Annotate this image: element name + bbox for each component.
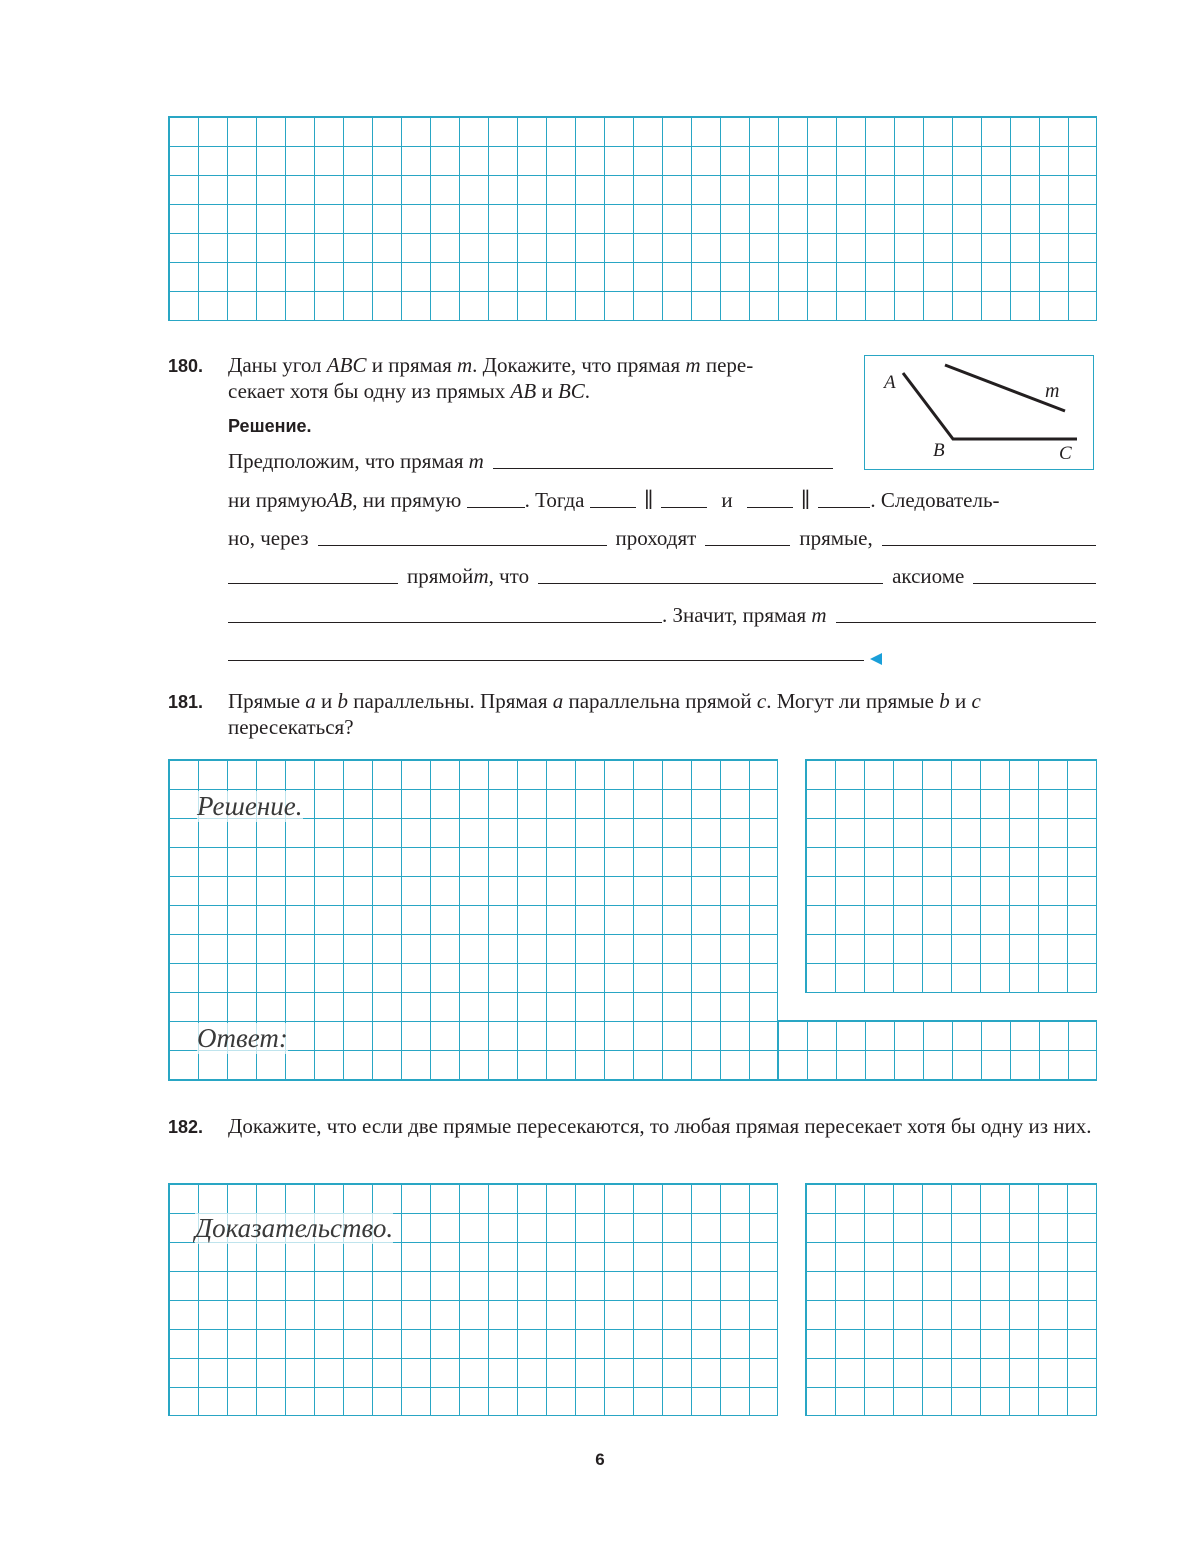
blank-1[interactable]: [493, 468, 833, 469]
blank-2[interactable]: [467, 507, 525, 508]
fill-line-4: прямой m , что аксиоме: [228, 561, 1096, 589]
top-grid-area[interactable]: [168, 116, 1097, 321]
problem-180-text: Даны угол ABC и прямая m. Докажите, что прямая m пере- секает хотя бы одну из прямых AB и BC.: [228, 353, 754, 403]
problem-180-figure: [864, 355, 1094, 470]
problem-181-right-upper-grid[interactable]: [805, 759, 1097, 993]
blank-12[interactable]: [973, 583, 1096, 584]
end-of-solution-marker: [870, 653, 882, 665]
fill-line-3: но, через проходят прямые,: [228, 523, 1096, 551]
blank-3[interactable]: [590, 507, 636, 508]
blank-5[interactable]: [747, 507, 793, 508]
fill-line-2: ни прямую AB , ни прямую . Тогда ∥ и ∥ . Следователь-: [228, 488, 1000, 512]
problem-182-number: 182.: [168, 1117, 204, 1137]
blank-13[interactable]: [228, 622, 662, 623]
fill-line-6: [228, 638, 1096, 666]
problem-182-right-grid[interactable]: [805, 1183, 1097, 1416]
blank-6[interactable]: [818, 507, 870, 508]
label-c: C: [1059, 443, 1072, 464]
label-a: A: [884, 372, 896, 393]
blank-14[interactable]: [836, 622, 1096, 623]
page-number: 6: [595, 1450, 605, 1469]
blank-15[interactable]: [228, 660, 864, 661]
problem-181-number: 181.: [168, 692, 204, 712]
problem-180-solution-heading: Решение.: [228, 416, 312, 436]
label-b: B: [933, 440, 945, 461]
problem-182-text: Докажите, что если две прямые пересекаются, то любая прямая пересекает хотя бы одну из них.: [228, 1114, 1092, 1138]
fill-line-1: Предположим, что прямая m: [228, 446, 833, 474]
blank-8[interactable]: [705, 545, 790, 546]
blank-10[interactable]: [228, 583, 398, 584]
problem-181-right-lower-grid[interactable]: [777, 1020, 1097, 1081]
fill-line-5: . Значит, прямая m: [228, 600, 1096, 628]
blank-7[interactable]: [318, 545, 607, 546]
blank-9[interactable]: [882, 545, 1096, 546]
problem-180-number: 180.: [168, 356, 204, 376]
handwritten-answer-label: Ответ:: [197, 1023, 288, 1053]
handwritten-proof-label: Доказательство.: [195, 1213, 394, 1243]
blank-4[interactable]: [661, 507, 707, 508]
problem-181-text: Прямые a и b параллельны. Прямая a параллельна прямой c. Могут ли прямые b и c пересекаться?: [228, 689, 981, 739]
label-m: m: [1045, 380, 1060, 402]
handwritten-solution-label: Решение.: [197, 791, 303, 821]
blank-11[interactable]: [538, 583, 883, 584]
